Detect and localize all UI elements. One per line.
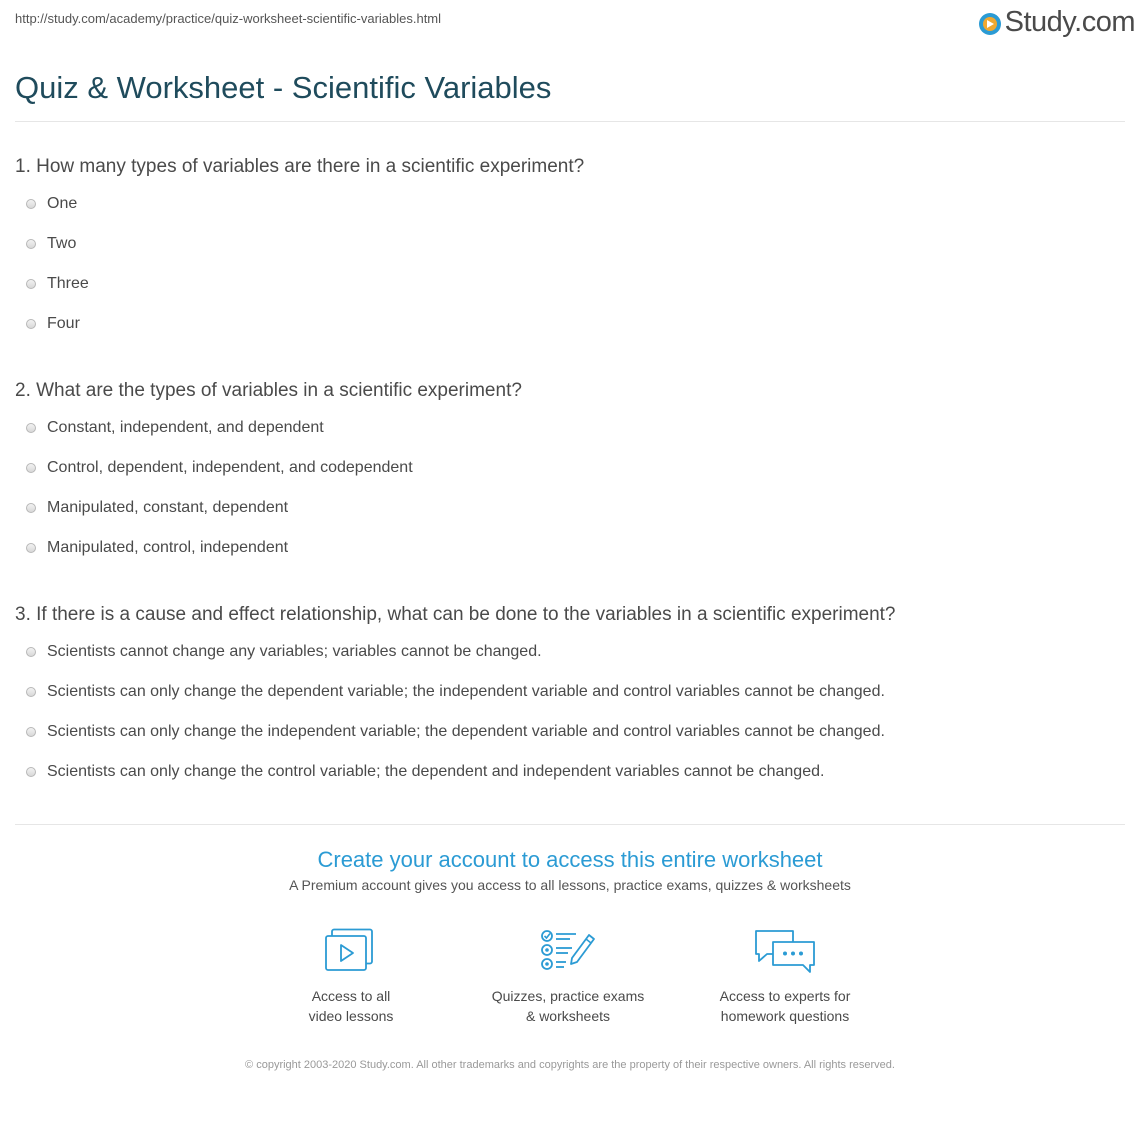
- feature-experts: [695, 928, 875, 1026]
- option-label: Scientists can only change the independent variable; the dependent variable and control variables cannot be changed.: [47, 723, 885, 740]
- radio-button[interactable]: [26, 727, 36, 737]
- answer-option[interactable]: [15, 682, 1125, 722]
- question-text: 3. If there is a cause and effect relationship, what can be done to the variables in a scientific experiment?: [15, 604, 896, 625]
- feature-quizzes: [478, 928, 658, 1026]
- study-logo-icon: [979, 13, 1001, 35]
- option-label: Scientists can only change the control variable; the dependent and independent variables cannot be changed.: [47, 763, 825, 780]
- radio-button[interactable]: [26, 199, 36, 209]
- study-logo[interactable]: [979, 6, 1135, 39]
- divider: [15, 824, 1125, 825]
- question-1: [15, 154, 1125, 354]
- radio-button[interactable]: [26, 503, 36, 513]
- radio-button[interactable]: [26, 767, 36, 777]
- answer-option[interactable]: [15, 642, 1125, 682]
- options-list: [15, 194, 1125, 354]
- options-list: [15, 418, 1125, 578]
- quiz-checklist-icon: [540, 928, 596, 974]
- answer-option[interactable]: [15, 194, 1125, 234]
- radio-button[interactable]: [26, 239, 36, 249]
- option-label: Four: [47, 315, 80, 332]
- copyright-notice: © copyright 2003-2020 Study.com. All other trademarks and copyrights are the property of their respective owners. All rights reserved.: [245, 1059, 895, 1071]
- option-label: Scientists can only change the dependent variable; the independent variable and control variables cannot be changed.: [47, 683, 885, 700]
- question-text: 2. What are the types of variables in a scientific experiment?: [15, 380, 522, 401]
- radio-button[interactable]: [26, 543, 36, 553]
- answer-option[interactable]: [15, 274, 1125, 314]
- radio-button[interactable]: [26, 423, 36, 433]
- page-title: Quiz & Worksheet - Scientific Variables: [15, 70, 552, 105]
- premium-description: A Premium account gives you access to all lessons, practice exams, quizzes & worksheets: [289, 877, 851, 893]
- chat-experts-icon: [753, 928, 817, 974]
- radio-button[interactable]: [26, 279, 36, 289]
- answer-option[interactable]: [15, 722, 1125, 762]
- answer-option[interactable]: [15, 234, 1125, 274]
- answer-option[interactable]: [15, 314, 1125, 354]
- radio-button[interactable]: [26, 647, 36, 657]
- study-logo-text: Study.com: [1004, 6, 1135, 38]
- create-account-link[interactable]: Create your account to access this entire worksheet: [317, 847, 823, 872]
- answer-option[interactable]: [15, 458, 1125, 498]
- question-text: 1. How many types of variables are there in a scientific experiment?: [15, 156, 585, 177]
- option-label: Three: [47, 275, 89, 292]
- option-label: One: [47, 195, 78, 212]
- answer-option[interactable]: [15, 538, 1125, 578]
- feature-label: Quizzes, practice exams & worksheets: [491, 988, 645, 1024]
- radio-button[interactable]: [26, 687, 36, 697]
- options-list: [15, 642, 1125, 802]
- feature-label: Access to experts for homework questions: [719, 988, 851, 1024]
- radio-button[interactable]: [26, 463, 36, 473]
- answer-option[interactable]: [15, 498, 1125, 538]
- answer-option[interactable]: [15, 418, 1125, 458]
- video-lesson-icon: [324, 928, 378, 974]
- feature-label: Access to all video lessons: [308, 988, 394, 1024]
- feature-video-lessons: [261, 928, 441, 1026]
- question-3: [15, 602, 1125, 802]
- option-label: Constant, independent, and dependent: [47, 419, 324, 436]
- option-label: Manipulated, control, independent: [47, 539, 289, 556]
- answer-option[interactable]: [15, 762, 1125, 802]
- radio-button[interactable]: [26, 319, 36, 329]
- question-2: [15, 378, 1125, 578]
- option-label: Control, dependent, independent, and codependent: [47, 459, 413, 476]
- page-url: http://study.com/academy/practice/quiz-worksheet-scientific-variables.html: [15, 11, 442, 26]
- option-label: Two: [47, 235, 77, 252]
- option-label: Scientists cannot change any variables; variables cannot be changed.: [47, 643, 542, 660]
- option-label: Manipulated, constant, dependent: [47, 499, 289, 516]
- divider: [15, 121, 1125, 122]
